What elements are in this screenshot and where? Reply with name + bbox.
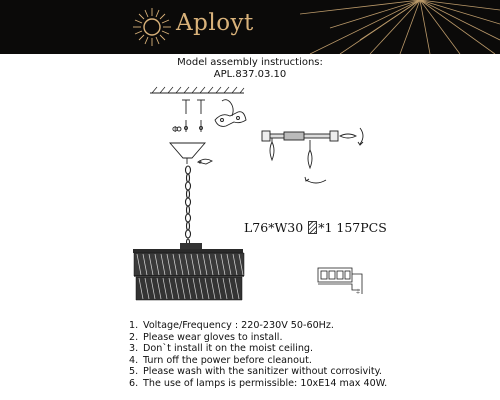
pieces-count: 157PCS [336,220,387,235]
brand-banner [0,0,500,54]
chandelier-icon [133,243,244,300]
list-item: 5. Please wash with the sanitizer without corrosivity. [129,366,382,378]
list-item: 6. The use of lamps is permissible: 10xE14 max 40W. [129,377,388,389]
svg-text:Φ: Φ [172,125,179,134]
dimensions: L76*W30 [244,220,304,235]
lamp-socket-icon [262,128,363,183]
mounting-plate-icon [215,100,246,127]
spec-line [244,220,387,235]
instructions-list [129,320,489,390]
document-title [0,57,500,81]
screw-anchor-icon [172,100,205,134]
title-line: Model assembly instructions: [177,57,323,68]
model-number: APL.837.03.10 [213,69,287,80]
list-item: 2. Please wear gloves to install. [129,331,283,343]
list-item: 4. Turn off the power before cleanout. [129,354,312,366]
assembly-diagram [0,80,500,315]
brand-name: Aployt [176,10,254,36]
crystal-pendant-icon [308,221,317,234]
list-item: 3. Don`t install it on the moist ceiling. [129,343,314,355]
list-item: 1. Voltage/Frequency : 220-230V 50-60Hz. [129,320,334,331]
ceiling-hatch-icon [150,87,244,93]
terminal-block-icon [318,268,362,296]
svg-text:⏚: ⏚ [355,289,362,296]
crystal-count: *1 [318,220,333,235]
canopy-icon [170,143,212,164]
chain-icon [186,166,191,245]
